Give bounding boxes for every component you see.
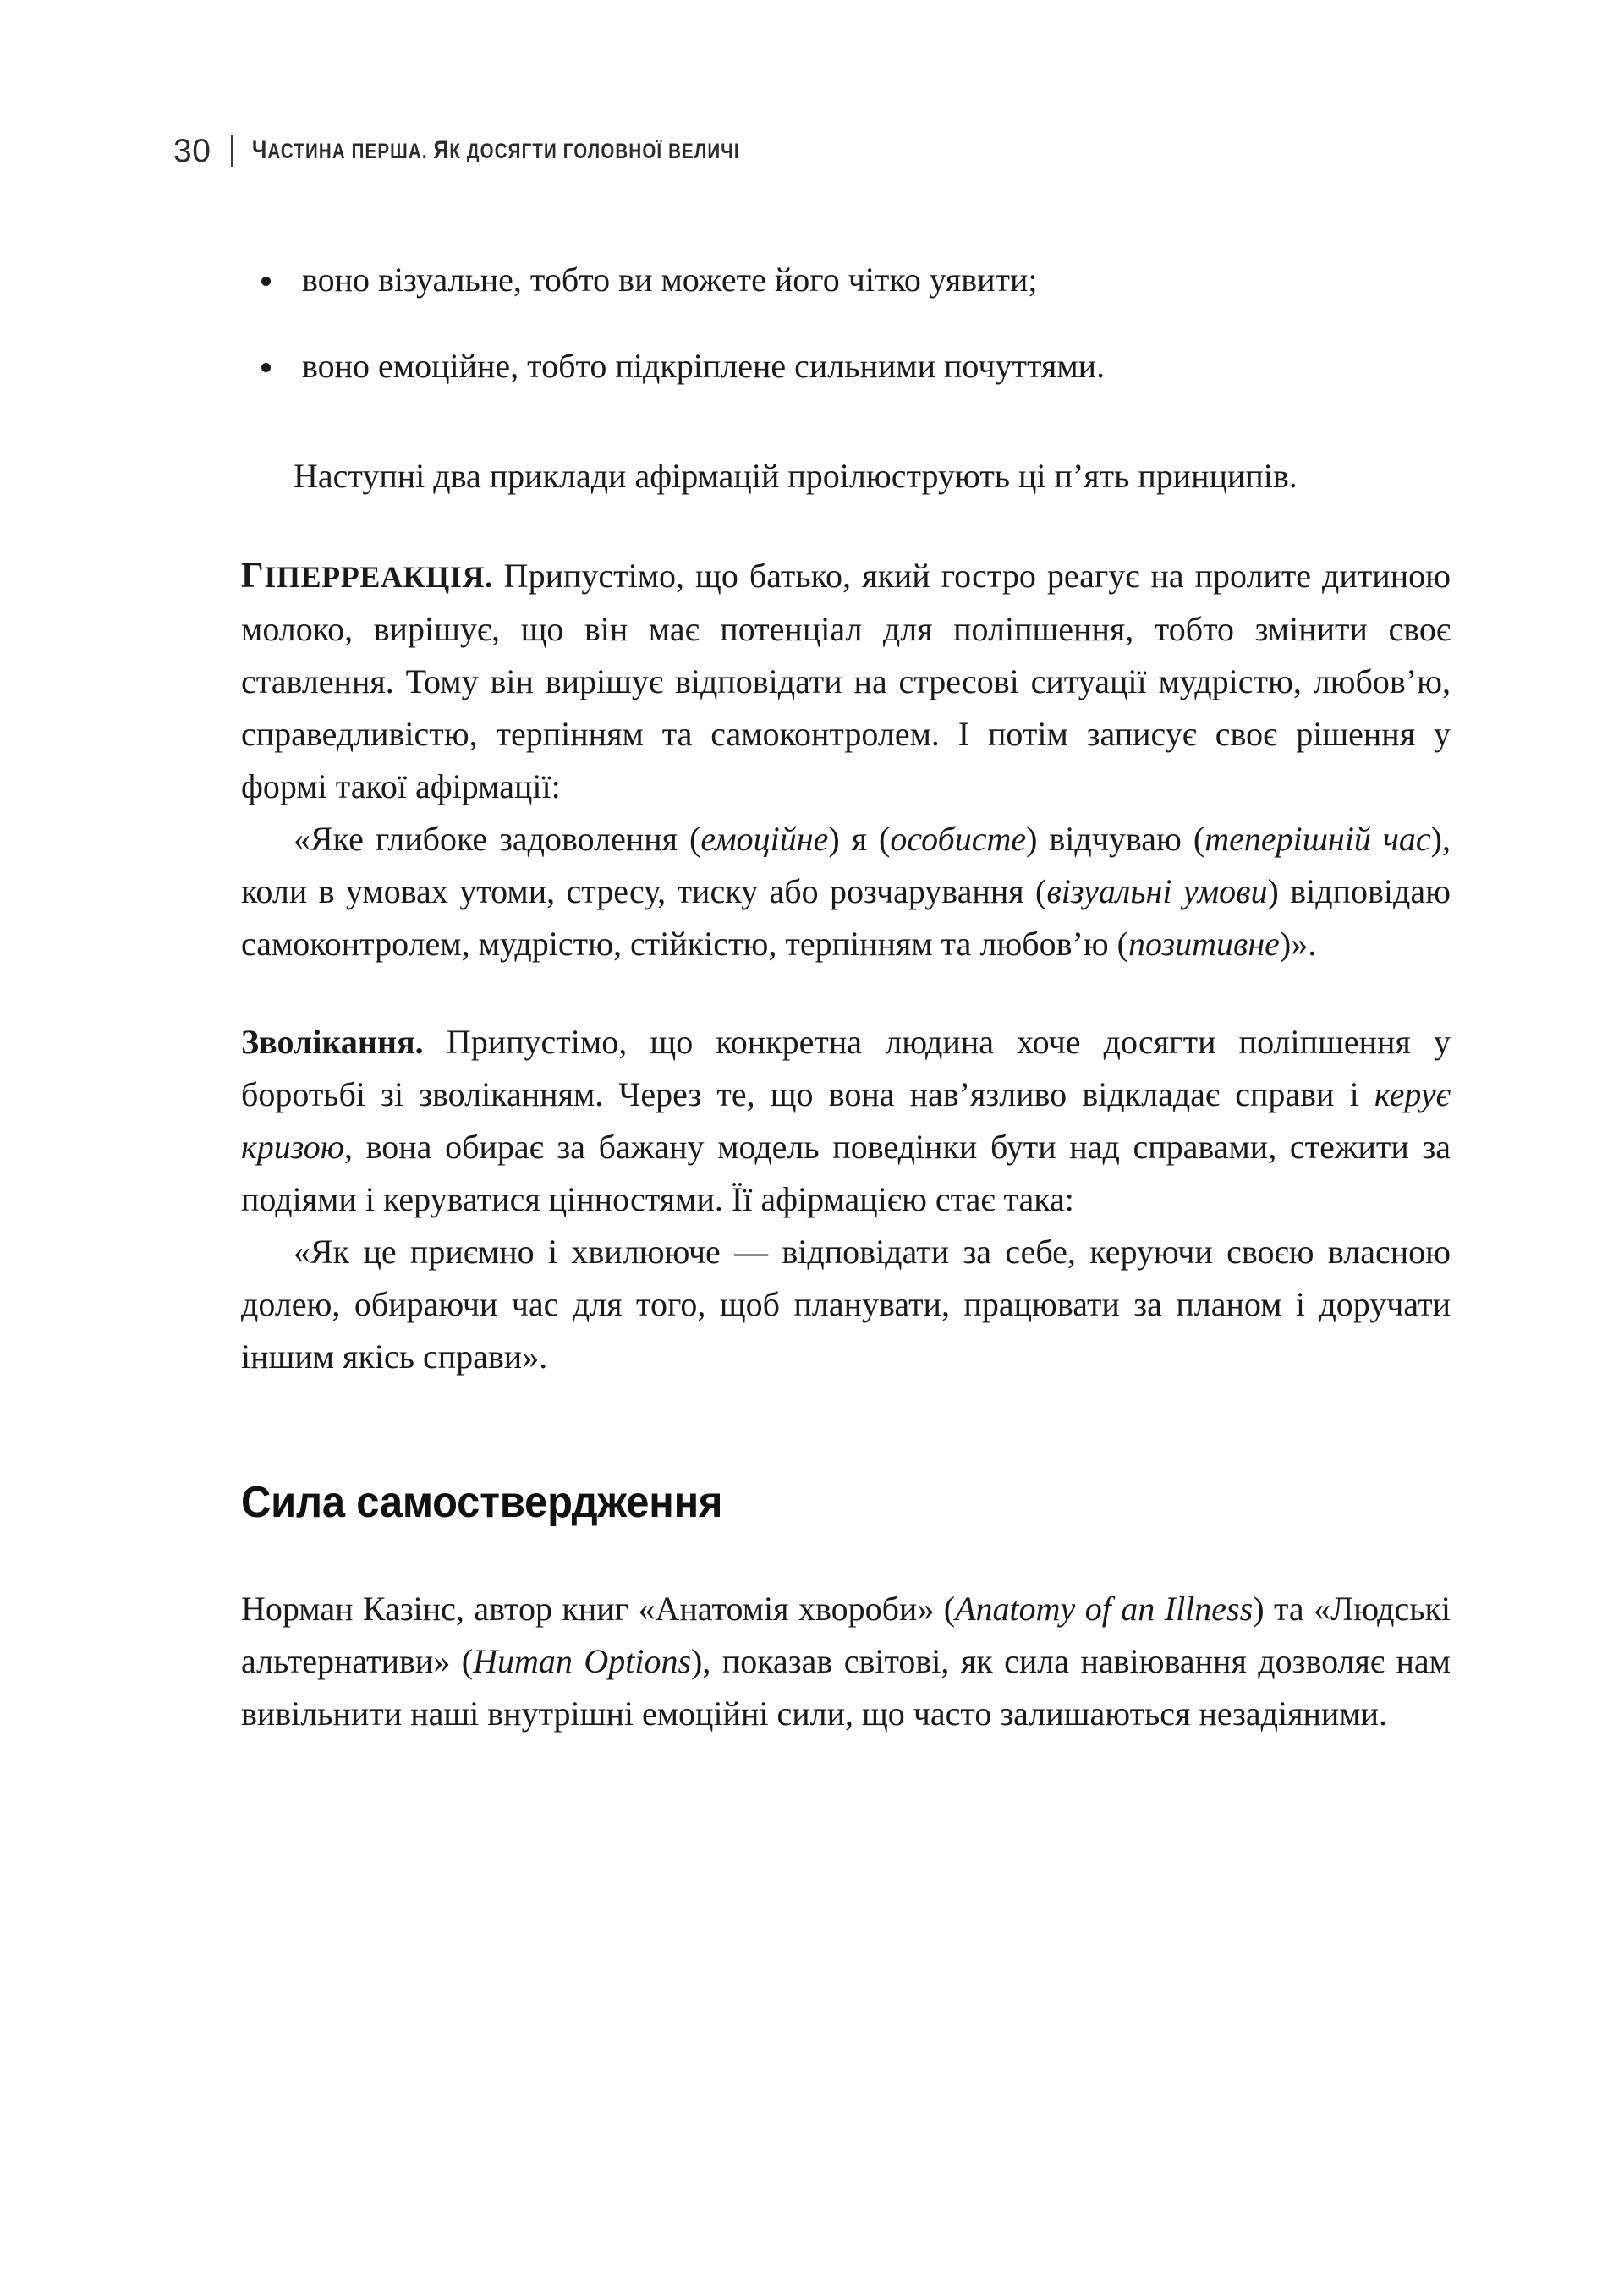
procrastination-body-1: Припустімо, що конкретна людина хоче досягти поліпшення у боротьбі зі зволіканням. Через те, що вона нав’язливо відкладає справи і bbox=[241, 1023, 1451, 1113]
intro-paragraph: Наступні два приклади афірмацій проілюструють ці п’ять принципів. bbox=[294, 457, 1298, 495]
overreaction-runin bbox=[241, 557, 493, 596]
text-column bbox=[241, 254, 1451, 1740]
running-head-title-part2: К ДОСЯГТИ ГОЛОВНОЇ ВЕЛИЧІ bbox=[449, 140, 741, 163]
procrastination-italic-crisis: керує кризою bbox=[241, 1075, 1451, 1166]
running-head bbox=[173, 125, 848, 176]
quote-seg-4: ), коли в умовах утоми, стресу, тиску або розчарування ( bbox=[241, 820, 1451, 910]
running-head-title-initial-2: Я bbox=[433, 136, 450, 164]
list-item-text: воно емоційне, тобто підкріплене сильними почуттями. bbox=[302, 347, 1106, 385]
spacer bbox=[241, 970, 1451, 1016]
overreaction-runin-rest: ІПЕРРЕАКЦІЯ bbox=[264, 560, 486, 594]
overreaction-runin-period: . bbox=[485, 560, 493, 594]
section-seg-1: Норман Казінс, автор книг «Анатомія хвороби» ( bbox=[241, 1590, 956, 1628]
overreaction-paragraph bbox=[241, 550, 1451, 813]
quote-seg-6: )». bbox=[1279, 925, 1317, 963]
quote-seg-3: ) відчуваю ( bbox=[1026, 820, 1205, 858]
procrastination-paragraph bbox=[241, 1016, 1451, 1226]
bullet-dot-icon bbox=[261, 277, 271, 286]
page-number: 30 bbox=[173, 132, 211, 169]
running-head-title-part1: АСТИНА ПЕРША. bbox=[267, 140, 434, 163]
book-title-human-options: Human Options bbox=[473, 1642, 692, 1680]
list-item bbox=[241, 340, 1258, 393]
book-title-anatomy-of-an-illness: Anatomy of an Illness bbox=[955, 1590, 1254, 1628]
quote-italic-visual-conditions: візуальні умови bbox=[1046, 872, 1268, 910]
quote-italic-present-tense: теперішній час bbox=[1204, 820, 1431, 858]
procrastination-runin: Зволікання. bbox=[241, 1023, 424, 1061]
section-seg-3: ), показав світові, як сила навіювання дозволяє нам вивільнити наші внутрішні емоційні сили, що часто залишаються незадіяними. bbox=[241, 1642, 1451, 1733]
procrastination-quote: «Як це приємно і хвилююче — відповідати за себе, керуючи своєю власною долею, обираючи час для того, щоб планувати, працювати за планом і доручати іншим якісь справи». bbox=[241, 1233, 1451, 1376]
spacer bbox=[241, 1527, 1451, 1583]
quote-seg-2: ) я ( bbox=[828, 820, 891, 858]
running-head-title-initial: Ч bbox=[252, 136, 268, 164]
overreaction-runin-initial: Г bbox=[241, 557, 265, 596]
quote-seg-5: ) відповідаю самоконтролем, мудрістю, стійкістю, терпінням та любов’ю ( bbox=[241, 872, 1451, 963]
overreaction-body: Припустімо, що батько, який гостро реагує на пролите дитиною молоко, вирішує, що він має потенціал для поліпшення, тобто змінити своє ставлення. Тому він вирішує відповідати на стресові ситуації мудрістю, любов’ю, справедливістю, терпінням та самоконтролем. І потім записує своє рішення у формі такої афірмації: bbox=[241, 557, 1451, 805]
overreaction-quote bbox=[241, 813, 1451, 970]
section-seg-2: ) та «Людські альтернативи» ( bbox=[241, 1590, 1451, 1680]
bullet-list bbox=[241, 254, 1451, 393]
quote-italic-emotional: емоційне bbox=[700, 820, 829, 858]
running-head-divider bbox=[231, 135, 233, 167]
spacer bbox=[241, 393, 1451, 450]
bullet-dot-icon bbox=[261, 363, 271, 372]
list-item-text: воно візуальне, тобто ви можете його чітко уявити; bbox=[302, 261, 1038, 299]
section-heading: Сила самоствердження bbox=[241, 1478, 723, 1527]
procrastination-body-2: , вона обирає за бажану модель поведінки бути над справами, стежити за подіями і керуватися цінностями. Її афірмацією стає така: bbox=[241, 1128, 1451, 1218]
quote-seg-1: «Яке глибоке задоволення ( bbox=[294, 820, 701, 858]
quote-italic-positive: позитивне bbox=[1127, 925, 1280, 963]
running-head-title bbox=[252, 138, 740, 163]
quote-italic-personal: особисте bbox=[890, 820, 1027, 858]
section-paragraph bbox=[241, 1583, 1451, 1740]
spacer bbox=[241, 503, 1451, 550]
spacer bbox=[241, 1383, 1451, 1478]
list-item bbox=[241, 254, 1258, 306]
